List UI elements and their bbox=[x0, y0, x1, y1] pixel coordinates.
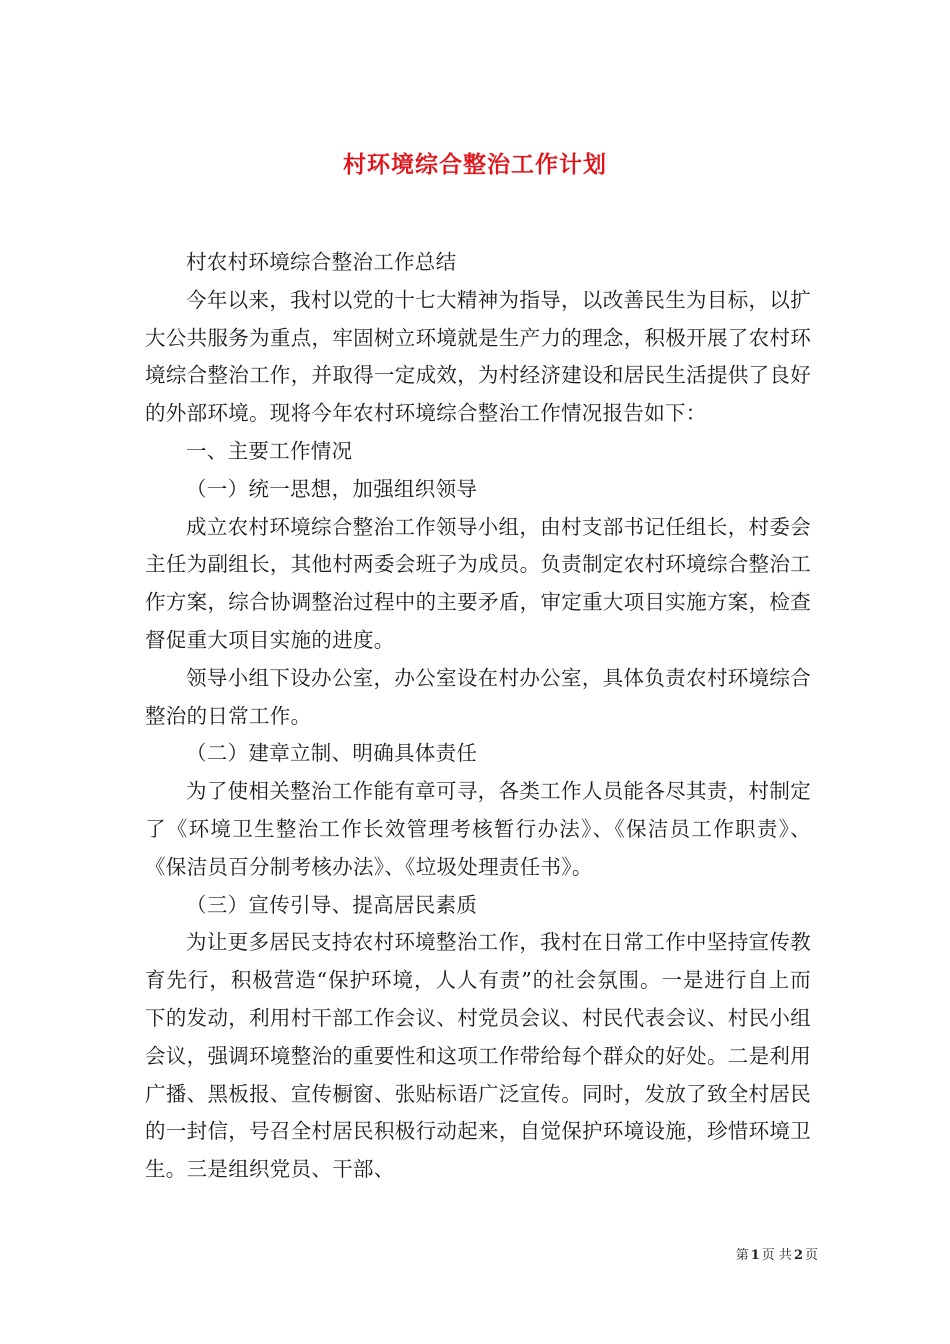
document-title: 村环境综合整治工作计划 bbox=[343, 151, 607, 179]
subsection-heading-2: （二）建章立制、明确具体责任 bbox=[186, 741, 478, 766]
paragraph-office: 领导小组下设办公室，办公室设在村办公室，具体负责农村环境综合整治的日常工作。 bbox=[145, 665, 811, 728]
subsection-heading-1: （一）统一思想，加强组织领导 bbox=[186, 476, 478, 501]
page-number-footer bbox=[736, 1246, 818, 1266]
footer-current-page: 1 bbox=[750, 1248, 760, 1263]
paragraph-subtitle: 村农村环境综合整治工作总结 bbox=[186, 250, 457, 274]
document-body bbox=[145, 244, 811, 1189]
footer-middle: 页 共 bbox=[761, 1248, 792, 1263]
paragraph-leadership-group: 成立农村环境综合整治工作领导小组，由村支部书记任组长，村委会主任为副组长，其他村两委会班子为成员。负责制定农村环境综合整治工作方案，综合协调整治过程中的主要矛盾，审定重大项目实施方案，检查督促重大项目实施的进度。 bbox=[145, 514, 811, 652]
footer-prefix: 第 bbox=[735, 1248, 749, 1263]
subsection-heading-3: （三）宣传引导、提高居民素质 bbox=[186, 892, 478, 917]
paragraph-intro: 今年以来，我村以党的十七大精神为指导，以改善民生为目标，以扩大公共服务为重点，牢固树立环境就是生产力的理念，积极开展了农村环境综合整治工作，并取得一定成效，为村经济建设和居民生活提供了良好的外部环境。现将今年农村环境综合整治工作情况报告如下： bbox=[145, 287, 811, 426]
paragraph-regulations: 为了使相关整治工作能有章可寻，各类工作人员能各尽其责，村制定了《环境卫生整治工作长效管理考核暂行办法》、《保洁员工作职责》、《保洁员百分制考核办法》、《垃圾处理责任书》。 bbox=[145, 779, 811, 879]
footer-suffix: 页 bbox=[804, 1248, 818, 1263]
footer-total-pages: 2 bbox=[793, 1248, 803, 1263]
section-heading-main-work: 一、主要工作情况 bbox=[186, 438, 353, 463]
paragraph-publicity: 为让更多居民支持农村环境整治工作，我村在日常工作中坚持宣传教育先行，积极营造“保护环境，人人有责”的社会氛围。一是进行自上而下的发动，利用村干部工作会议、村党员会议、村民代表会议、村民小组会议，强调环境整治的重要性和这项工作带给每个群众的好处。二是利用广播、黑板报、宣传橱窗、张贴标语广泛宣传。同时，发放了致全村居民的一封信，号召全村居民积极行动起来，自觉保护环境设施，珍惜环境卫生。三是组织党员、干部、 bbox=[145, 930, 811, 1182]
